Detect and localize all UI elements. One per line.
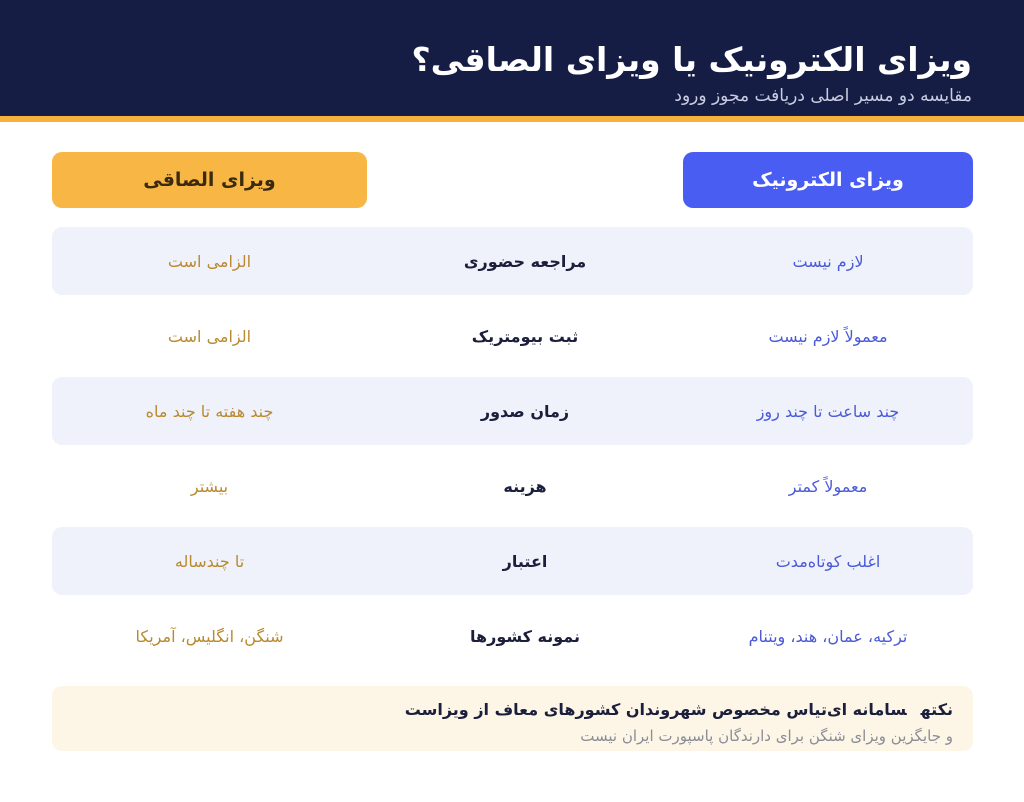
header-accent-bar — [0, 116, 1024, 122]
comparison-row — [52, 377, 973, 445]
note-text: سامانه ای‌تیاس مخصوص شهروندان کشورهای معاف از ویزاست — [404, 700, 907, 719]
comparison-row — [52, 602, 973, 670]
comparison-row — [52, 527, 973, 595]
evisa-value: ترکیه، عمان، هند، ویتنام — [748, 626, 908, 646]
evisa-value: چند ساعت تا چند روز — [756, 401, 900, 421]
criterion-label: ثبت بیومتریک — [471, 326, 579, 346]
evisa-value: لازم نیست — [792, 251, 864, 271]
criterion-label: نمونه کشورها — [470, 626, 580, 646]
criterion-label: اعتبار — [502, 551, 548, 571]
comparison-row — [52, 452, 973, 520]
note-first-line — [405, 698, 953, 722]
page-title: ویزای الکترونیک یا ویزای الصاقی؟ — [411, 40, 972, 79]
criterion-label: زمان صدور — [480, 401, 570, 421]
sticker-visa-column-header: ویزای الصاقی — [52, 152, 367, 208]
criterion-label: هزینه — [503, 476, 547, 496]
sticker-visa-value: الزامی است — [167, 251, 252, 271]
sticker-visa-value: شنگن، انگلیس، آمریکا — [135, 626, 284, 646]
page-subtitle: مقایسه دو مسیر اصلی دریافت مجوز ورود — [674, 86, 972, 106]
sticker-visa-value: چند هفته تا چند ماه — [145, 401, 274, 421]
evisa-value: معمولاً لازم نیست — [768, 326, 888, 346]
evisa-column-header: ویزای الکترونیک — [683, 152, 973, 208]
header — [0, 0, 1024, 116]
criterion-label: مراجعه حضوری — [463, 251, 587, 271]
comparison-row — [52, 227, 973, 295]
sticker-visa-value: بیشتر — [190, 476, 229, 496]
note-second-line: و جایگزین ویزای شنگن برای دارندگان پاسپورت ایران نیست — [580, 727, 953, 745]
note-box — [52, 686, 973, 751]
comparison-row — [52, 302, 973, 370]
sticker-visa-value: تا چندساله — [174, 551, 245, 571]
evisa-value: اغلب کوتاه‌مدت — [775, 551, 881, 571]
sticker-visa-value: الزامی است — [167, 326, 252, 346]
note-label: نکته — [920, 700, 953, 719]
evisa-value: معمولاً کمتر — [788, 476, 868, 496]
